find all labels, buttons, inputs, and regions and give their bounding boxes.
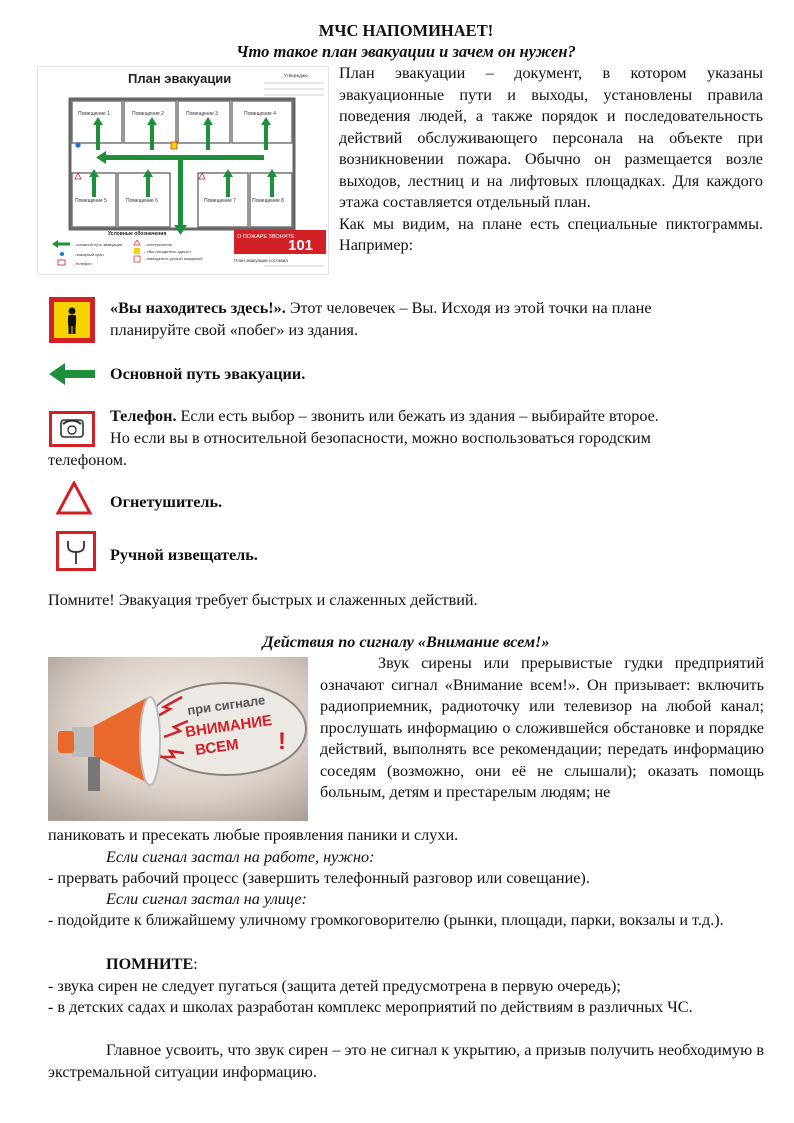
plan-room: Помещение 8 — [252, 198, 284, 204]
you-are-here-line2: планируйте свой «побег» из здания. — [110, 321, 358, 339]
detector-label: Ручной извещатель. — [110, 546, 258, 564]
street-heading: Если сигнал застал на улице: — [106, 890, 307, 908]
remember-item: - в детских садах и школах разработан комплекс мероприятий по действиям в различных ЧС. — [48, 998, 693, 1016]
plan-fire-call: О ПОЖАРЕ ЗВОНИТЕ — [237, 234, 295, 240]
plan-room: Помещение 7 — [204, 198, 236, 204]
siren-text-2: ВНИМАНИЕ — [184, 711, 274, 741]
you-are-here-icon — [49, 297, 95, 343]
page-title: МЧС НАПОМИНАЕТ! — [318, 21, 494, 40]
extinguisher-icon — [56, 481, 92, 515]
plan-legend-item: - пожарный кран — [73, 252, 104, 257]
you-are-here-text: Этот человечек – Вы. Исходя из этой точки на плане — [285, 299, 652, 317]
manual-detector-icon — [56, 531, 96, 571]
plan-author: План эвакуации составил — [234, 258, 288, 263]
plan-legend-item: - «Вы находитесь здесь!» — [144, 249, 192, 254]
remember-heading-colon: : — [193, 955, 198, 973]
plan-legend-item: - извещатель ручной пожарный — [144, 256, 203, 261]
remember-evacuation: Помните! Эвакуация требует быстрых и слаженных действий. — [48, 591, 478, 609]
evacuation-arrow-icon — [49, 363, 95, 385]
evacuation-plan-drawing — [38, 67, 328, 274]
plan-room: Помещение 5 — [75, 198, 107, 204]
plan-room: Помещение 1 — [78, 111, 110, 117]
plan-legend-title: Условные обозначения — [108, 231, 167, 237]
street-item: - подойдите к ближайшему уличному громкоговорителю (рынки, площади, парки, вокзалы и т.д.). — [48, 911, 724, 929]
siren-paragraph — [320, 653, 764, 804]
phone-line2: Но если вы в относительной безопасности, можно воспользоваться городским — [110, 429, 651, 447]
siren-text-1: при сигнале — [186, 692, 267, 718]
siren-text-3: ВСЕМ — [194, 736, 240, 759]
siren-image — [48, 657, 308, 821]
plan-fire-number: 101 — [288, 237, 314, 254]
phone-text: Если есть выбор – звонить или бежать из здания – выбирайте второе. — [176, 407, 659, 425]
intro-text — [339, 63, 763, 257]
phone-label: Телефон. — [110, 407, 177, 425]
plan-legend-item: - основной путь эвакуации — [73, 242, 123, 247]
siren-drawing — [48, 657, 308, 821]
work-item: - прервать рабочий процесс (завершить телефонный разговор или совещание). — [48, 869, 590, 887]
remember-item: - звука сирен не следует пугаться (защита детей предусмотрена в первую очередь); — [48, 977, 621, 995]
evacuation-route-label: Основной путь эвакуации. — [110, 365, 306, 383]
phone-icon — [49, 411, 95, 447]
plan-room: Помещение 4 — [244, 111, 276, 117]
work-heading: Если сигнал застал на работе, нужно: — [106, 848, 375, 866]
phone-line3: телефоном. — [48, 451, 128, 469]
plan-legend-item: - телефон — [73, 261, 92, 266]
plan-approve: Утверждаю — [284, 73, 308, 78]
final-paragraph: Главное усвоить, что звук сирен – это не сигнал к укрытию, а призыв получить необходимую в экстремальной ситуации информацию. — [48, 1041, 764, 1081]
you-are-here-label: «Вы находитесь здесь!». — [110, 299, 286, 317]
plan-title: План эвакуации — [128, 71, 232, 86]
extinguisher-label: Огнетушитель. — [110, 493, 223, 511]
remember-heading-label: ПОМНИТЕ — [106, 955, 194, 973]
phone-line1 — [110, 406, 770, 428]
remember-heading — [48, 954, 764, 976]
section-title: Действия по сигналу «Внимание всем!» — [262, 633, 550, 651]
siren-paragraph-text: Звук сирены или прерывистые гудки предприятий означают сигнал «Внимание всем!». Он призывает: включить радиоприемник, радиоточку или телевизор на любой канал; прослушать информацию о сложившейся обстановке и порядке действий, выполнять все рекомендации; передать информацию соседям (возможно, они её не слышали); оказать помощь больным, детям и престарелым людям; не — [320, 654, 764, 801]
you-are-here-line1 — [110, 298, 770, 320]
evacuation-plan-image — [37, 66, 329, 275]
intro-paragraph: Как мы видим, на плане есть специальные пиктограммы. Например: — [339, 214, 763, 254]
siren-paragraph-cont: паниковать и пресекать любые проявления паники и слухи. — [48, 826, 459, 844]
plan-legend-item: - огнетушитель — [144, 242, 173, 247]
intro-paragraph: План эвакуации – документ, в котором указаны эвакуационные пути и выходы, установлены правила поведения людей, а также порядок и последовательность действий обслуживающего персонала на объекте при возникновении пожара. Обычно он размещается возле выходов, лестниц и на лифтовых площадках. Для каждого этажа составляется отдельный план. — [339, 64, 763, 211]
page-subtitle: Что такое план эвакуации и зачем он нужен? — [236, 42, 576, 61]
plan-room: Помещение 6 — [126, 198, 158, 204]
siren-exclamation: ! — [278, 728, 286, 755]
plan-room: Помещение 3 — [186, 111, 218, 117]
plan-room: Помещение 2 — [132, 111, 164, 117]
